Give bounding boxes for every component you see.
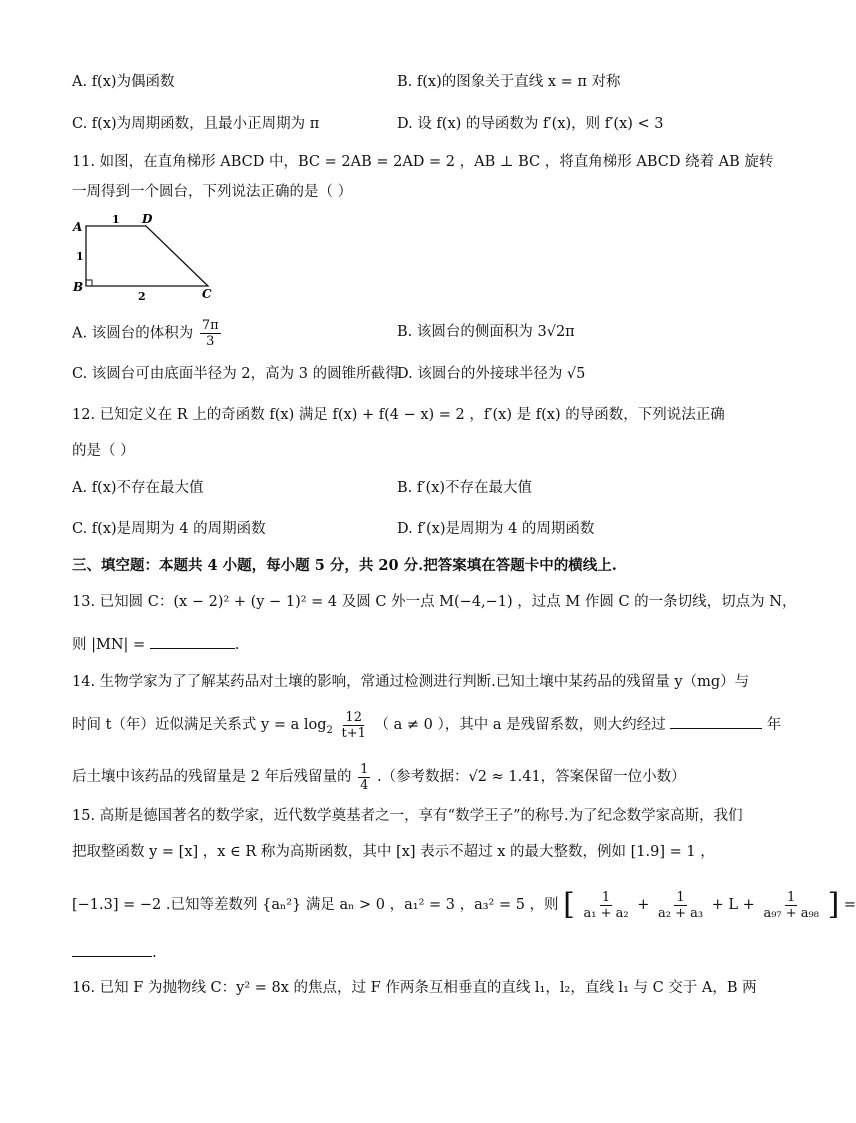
term1-denominator: a₁ + a₂	[583, 905, 629, 921]
q14-line3-suffix: .（参考数据：√2 ≈ 1.41，答案保留一位小数）	[376, 769, 686, 785]
term3-numerator: 1	[787, 889, 796, 905]
term1-fraction	[582, 890, 631, 921]
q14-line2-mid: （ a ≠ 0 ），其中 a 是残留系数，则大约经过	[374, 717, 666, 733]
quarter-fraction	[358, 762, 370, 793]
q12-option-a: A. f(x)不存在最大值	[72, 480, 204, 496]
section-three-heading: 三、填空题：本题共 4 小题，每小题 5 分，共 20 分.把答案填在答题卡中的横线上.	[72, 557, 617, 574]
q15-stem-line1: 15. 高斯是德国著名的数学家，近代数学奠基者之一，享有“数学王子”的称号.为了纪念数学家高斯，我们	[72, 808, 743, 824]
trapezoid-figure	[70, 212, 220, 304]
term2-numerator: 1	[676, 889, 685, 905]
term2-denominator: a₂ + a₃	[657, 905, 704, 921]
term3-fraction	[761, 890, 821, 921]
q14-stem-line1: 14. 生物学家为了了解某药品对土壤的影响，常通过检测进行判断.已知土壤中某药品的残留量 y（mg）与	[72, 674, 750, 690]
label-top-length: 1	[112, 213, 120, 226]
label-b: B	[73, 280, 84, 294]
q11-stem-line2: 一周得到一个圆台，下列说法正确的是（ ）	[72, 184, 353, 200]
q15-stem-line2: 把取整函数 y = [x] ，x ∈ R 称为高斯函数，其中 [x] 表示不超过 x 的最大整数，例如 [1.9] = 1 ，	[72, 844, 715, 860]
q15-equals: =	[843, 897, 856, 913]
label-c: C	[202, 287, 212, 301]
q14-line3-prefix: 后土壤中该药品的残留量是 2 年后残留量的	[72, 769, 352, 785]
right-bracket: ]	[827, 887, 840, 922]
q13-line2-text: 则 |MN| =	[72, 637, 146, 653]
plus-ellipsis: + L +	[711, 897, 755, 913]
q15-period: .	[152, 945, 157, 961]
label-bottom-length: 2	[138, 290, 146, 303]
q11-stem-line1: 11. 如图，在直角梯形 ABCD 中，BC = 2AB = 2AD = 2 ，AB ⊥ BC ，将直角梯形 ABCD 绕着 AB 旋转	[72, 154, 774, 170]
quarter-denominator: 4	[360, 777, 369, 793]
q12-stem-line2: 的是（ ）	[72, 443, 135, 459]
q15-stem-line3	[72, 888, 856, 922]
label-left-length: 1	[76, 250, 84, 263]
term1-numerator: 1	[601, 889, 611, 905]
q11-option-a	[72, 318, 223, 349]
volume-fraction	[200, 318, 221, 349]
q14-stem-line3	[72, 760, 686, 794]
q11-option-b: B. 该圆台的侧面积为 3√2π	[397, 324, 575, 340]
answer-blank-q13[interactable]	[150, 634, 235, 649]
q13-stem-line1: 13. 已知圆 C：(x − 2)² + (y − 1)² = 4 及圆 C 外一点 M(−4,−1) ，过点 M 作圆 C 的一条切线，切点为 N，	[72, 594, 797, 610]
term2-fraction	[656, 890, 705, 921]
term3-denominator: a₉₇ + a₉₈	[763, 905, 819, 921]
q12-option-c: C. f(x)是周期为 4 的周期函数	[72, 521, 266, 537]
q12-stem-line1: 12. 已知定义在 R 上的奇函数 f(x) 满足 f(x) + f(4 − x) = 2 ，f′(x) 是 f(x) 的导函数，下列说法正确	[72, 407, 725, 423]
q10-option-d: D. 设 f(x) 的导函数为 f′(x)，则 f′(x) < 3	[397, 116, 664, 132]
left-bracket: [	[563, 887, 575, 922]
q15-line3-prefix: [−1.3] = −2 .已知等差数列 {aₙ²} 满足 aₙ > 0 ，a₁² = 3 ，a₃² = 5 ，则	[72, 897, 559, 913]
q11-option-c: C. 该圆台可由底面半径为 2，高为 3 的圆锥所截得	[72, 366, 400, 382]
q10-option-b: B. f(x)的图象关于直线 x = π 对称	[397, 74, 621, 90]
log-base: 2	[326, 724, 333, 736]
label-d: D	[142, 212, 153, 226]
q13-stem-line2	[72, 634, 239, 655]
label-a: A	[73, 220, 83, 234]
volume-numerator: 7π	[201, 318, 219, 333]
q13-period: .	[234, 637, 240, 653]
q12-option-b: B. f′(x)不存在最大值	[397, 480, 533, 496]
volume-denominator: 3	[206, 334, 215, 349]
log-denominator: t+1	[341, 725, 366, 741]
q14-line2-prefix: 时间 t（年）近似满足关系式 y = a log	[72, 717, 327, 733]
plus-sign-1: +	[637, 897, 650, 913]
q10-option-c: C. f(x)为周期函数，且最小正周期为 π	[72, 116, 320, 132]
q11-option-d: D. 该圆台的外接球半径为 √5	[397, 366, 586, 382]
quarter-numerator: 1	[360, 761, 369, 777]
right-angle-mark	[86, 280, 92, 286]
q10-option-a: A. f(x)为偶函数	[72, 74, 175, 90]
answer-blank-q15[interactable]	[72, 942, 152, 957]
trapezoid-shape	[86, 226, 208, 286]
answer-blank-q14[interactable]	[670, 714, 762, 729]
log-numerator: 12	[345, 709, 362, 725]
q14-line2-suffix: 年	[766, 717, 782, 733]
q15-stem-line4	[72, 942, 157, 963]
log-argument-fraction	[340, 710, 368, 741]
q14-stem-line2	[72, 708, 781, 748]
q12-option-d: D. f′(x)是周期为 4 的周期函数	[397, 521, 595, 537]
q16-stem-line1: 16. 已知 F 为抛物线 C：y² = 8x 的焦点，过 F 作两条互相垂直的直线 l₁，l₂，直线 l₁ 与 C 交于 A，B 两	[72, 980, 757, 996]
q11-option-a-text: A. 该圆台的体积为	[72, 325, 194, 342]
